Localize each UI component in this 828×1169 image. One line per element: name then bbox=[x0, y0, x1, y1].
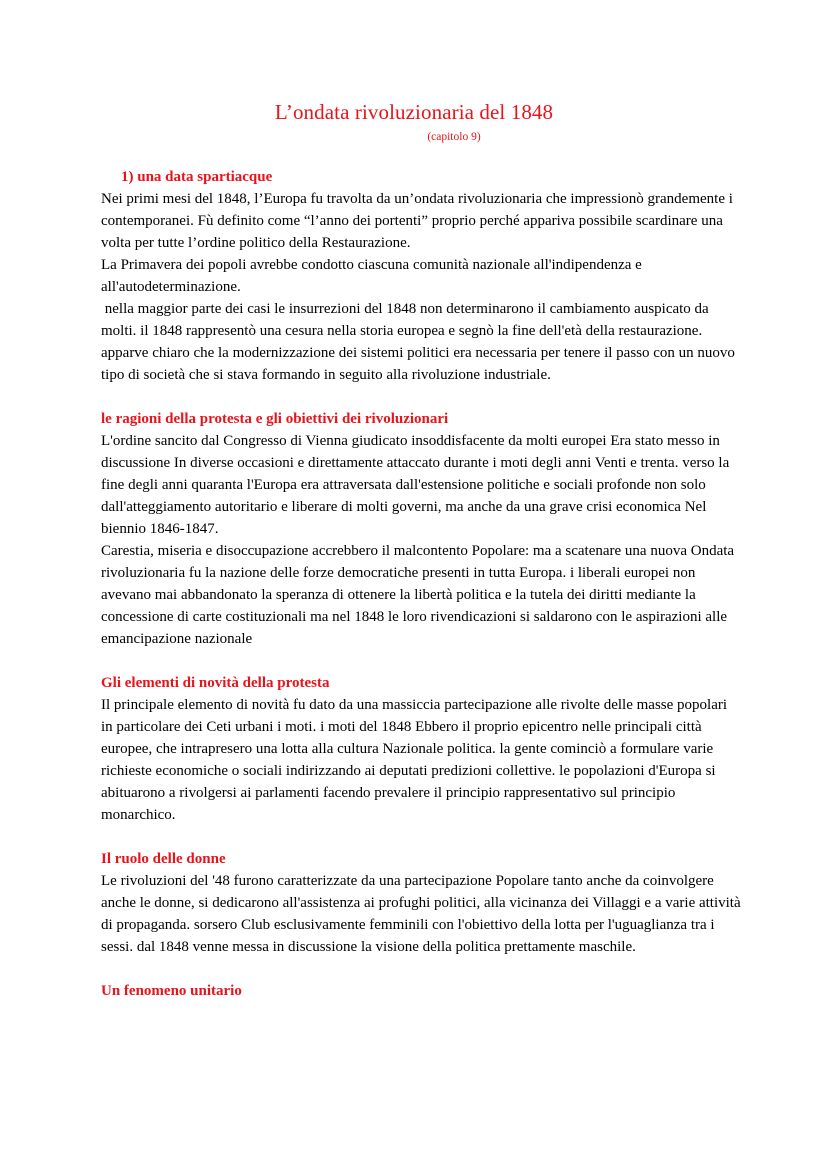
section-text bbox=[101, 870, 741, 958]
document-subtitle: (capitolo 9) bbox=[427, 131, 481, 143]
section-ragioni-della-protesta bbox=[101, 408, 741, 650]
section-text bbox=[101, 188, 741, 386]
section-heading: Un fenomeno unitario bbox=[101, 983, 242, 999]
section-text bbox=[101, 694, 741, 826]
document-title: L’ondata rivoluzionaria del 1848 bbox=[274, 100, 554, 124]
section-text bbox=[101, 430, 741, 650]
section-fenomeno-unitario bbox=[101, 980, 741, 1002]
paragraph: Nei primi mesi del 1848, l’Europa fu travolta da un’ondata rivoluzionaria che impressionò grandemente i contemporanei. Fù definito come “l’anno dei portenti” proprio perché appariva possibile scardinare una volta per tutte l’ordine politico della Restaurazione. bbox=[101, 191, 733, 251]
paragraph: La Primavera dei popoli avrebbe condotto ciascuna comunità nazionale all'indipendenza e all'autodeterminazione. bbox=[101, 257, 642, 295]
section-una-data-spartiacque bbox=[101, 166, 741, 386]
paragraph: L'ordine sancito dal Congresso di Vienna giudicato insoddisfacente da molti europei Era stato messo in discussione In diverse occasioni e direttamente attaccato durante i moti degli anni Venti e trenta. verso la fine degli anni quaranta l'Europa era attraversata dall'estensione politiche e sociali profonde non solo dall'atteggiamento autoritario e liberare di molti governi, ma anche da una grave crisi economica Nel biennio 1846-1847. bbox=[101, 433, 730, 537]
document-body bbox=[101, 166, 741, 1024]
section-heading: le ragioni della protesta e gli obiettivi dei rivoluzionari bbox=[101, 411, 449, 427]
section-ruolo-delle-donne bbox=[101, 848, 741, 958]
section-elementi-di-novita bbox=[101, 672, 741, 826]
paragraph: Il principale elemento di novità fu dato da una massiccia partecipazione alle rivolte delle masse popolari in particolare dei Ceti urbani i moti. i moti del 1848 Ebbero il proprio epicentro nelle principali città europee, che intrapresero una lotta alla cultura Nazionale politica. la gente cominciò a formulare varie richieste economiche o sociali indirizzando ai deputati predizioni collettive. le popolazioni d'Europa si abituarono a rivolgersi ai parlamenti facendo prevalere il principio rappresentativo sul principio monarchico. bbox=[101, 697, 728, 823]
section-heading: Il ruolo delle donne bbox=[101, 851, 226, 867]
paragraph: Carestia, miseria e disoccupazione accrebbero il malcontento Popolare: ma a scatenare una nuova Ondata rivoluzionaria fu la nazione delle forze democratiche presenti in tutta Europa. i liberali europei non avevano mai abbandonato la speranza di ottenere la libertà politica e la tutela dei diritti mediante la concessione di carte costituzionali ma nel 1848 le loro rivendicazioni si saldarono con le aspirazioni alle emancipazione nazionale bbox=[101, 543, 735, 647]
paragraph: Le rivoluzioni del '48 furono caratterizzate da una partecipazione Popolare tanto anche da coinvolgere anche le donne, si dedicarono all'assistenza ai profughi politici, alla vicinanza dei Villaggi e a varie attività di propaganda. sorsero Club esclusivamente femminili con l'obiettivo della lotta per l'uguaglianza tra i sessi. dal 1848 venne messa in discussione la visione della politica prettamente maschile. bbox=[101, 873, 741, 955]
section-heading: Gli elementi di novità della protesta bbox=[101, 675, 330, 691]
paragraph: nella maggior parte dei casi le insurrezioni del 1848 non determinarono il cambiamento auspicato da molti. il 1848 rappresentò una cesura nella storia europea e segnò la fine dell'età della restaurazione. apparve chiaro che la modernizzazione dei sistemi politici era necessaria per tenere il passo con un nuovo tipo di società che si stava formando in seguito alla rivoluzione industriale. bbox=[101, 301, 735, 383]
section-heading: 1) una data spartiacque bbox=[121, 169, 273, 185]
